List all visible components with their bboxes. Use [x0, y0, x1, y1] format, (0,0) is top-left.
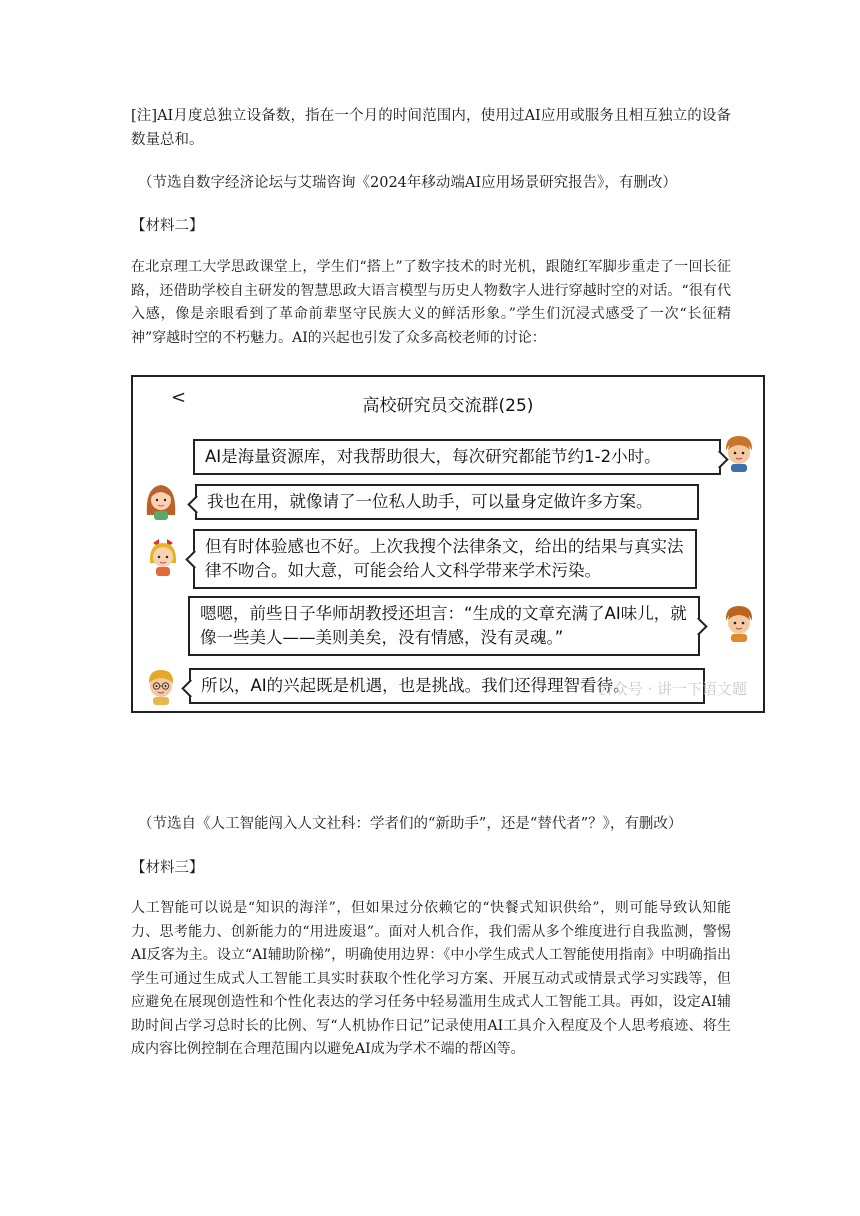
- source-citation-2: （节选自《人工智能闯入人文社科：学者们的“新助手”，还是“替代者”？》，有删改）: [138, 816, 683, 832]
- material-3-paragraph: 人工智能可以说是“知识的海洋”，但如果过分依赖它的“快餐式知识供给”，则可能导致认知能力、思考能力、创新能力的“用进废退”。面对人机合作，我们需从多个维度进行自我监测，警惕AI反客为主。设立“AI辅助阶梯”，明确使用边界：《中小学生成式人工智能使用指南》中明确指出学生可通过生成式人工智能工具实时获取个性化学习方案、开展互动式或情景式学习实践等，但应避免在展现创造性和个性化表达的学习任务中轻易滥用生成式人工智能工具。再如，设定AI辅助时间占学习总时长的比例、写“人机协作日记”记录使用AI工具介入程度及个人思考痕迹、将生成内容比例控制在合理范围内以避免AI成为学术不端的帮凶等。: [131, 900, 731, 1057]
- chat-message-4: [188, 596, 700, 656]
- chat-message-1: [193, 439, 721, 475]
- watermark: 公众号 · 讲一下语文题: [597, 680, 747, 698]
- chat-message-text: 我也在用，就像请了一位私人助手，可以量身定做许多方案。: [207, 492, 653, 511]
- material-2-paragraph: 在北京理工大学思政课堂上，学生们“搭上”了数字技术的时光机，跟随红军脚步重走了一回长征路，还借助学校自主研发的智慧思政大语言模型与历史人物数字人进行穿越时空的对话。“很有代入感，像是亲眼看到了革命前辈坚守民族大义的鲜活形象。”学生们沉浸式感受了一次“长征精神”穿越时空的不朽魅力。AI的兴起也引发了众多高校老师的讨论：: [131, 259, 731, 346]
- avatar-boy-1: [721, 433, 757, 473]
- avatar-girl-2: [145, 537, 181, 577]
- note-paragraph: [注]AI月度总独立设备数，指在一个月的时间范围内，使用过AI应用或服务且相互独立的设备数量总和。: [131, 108, 731, 148]
- chat-message-text: 所以，AI的兴起既是机遇，也是挑战。我们还得理智看待。: [201, 676, 630, 695]
- material-2-heading: 【材料二】: [131, 218, 204, 234]
- chat-message-text: AI是海量资源库，对我帮助很大，每次研究都能节约1-2小时。: [205, 447, 661, 466]
- material-3-heading: 【材料三】: [131, 860, 204, 876]
- avatar-girl-1: [143, 481, 179, 521]
- avatar-boy-2: [721, 603, 757, 643]
- chat-message-text: 但有时体验感也不好。上次我搜个法律条文，给出的结果与真实法律不吻合。如大意，可能会给人文科学带来学术污染。: [205, 537, 684, 580]
- chat-figure: [131, 375, 765, 713]
- chat-message-3: [193, 529, 697, 589]
- back-icon: <: [171, 387, 187, 408]
- chat-message-2: [195, 484, 699, 520]
- avatar-boy-glasses: [143, 666, 179, 706]
- source-citation-1: （节选自数字经济论坛与艾瑞咨询《2024年移动端AI应用场景研究报告》，有删改）: [138, 175, 677, 191]
- chat-message-text: 嗯嗯，前些日子华师胡教授还坦言：“生成的文章充满了AI味儿，就像一些美人——美则美矣，没有情感，没有灵魂。”: [200, 604, 687, 647]
- chat-title: 高校研究员交流群(25): [362, 396, 534, 416]
